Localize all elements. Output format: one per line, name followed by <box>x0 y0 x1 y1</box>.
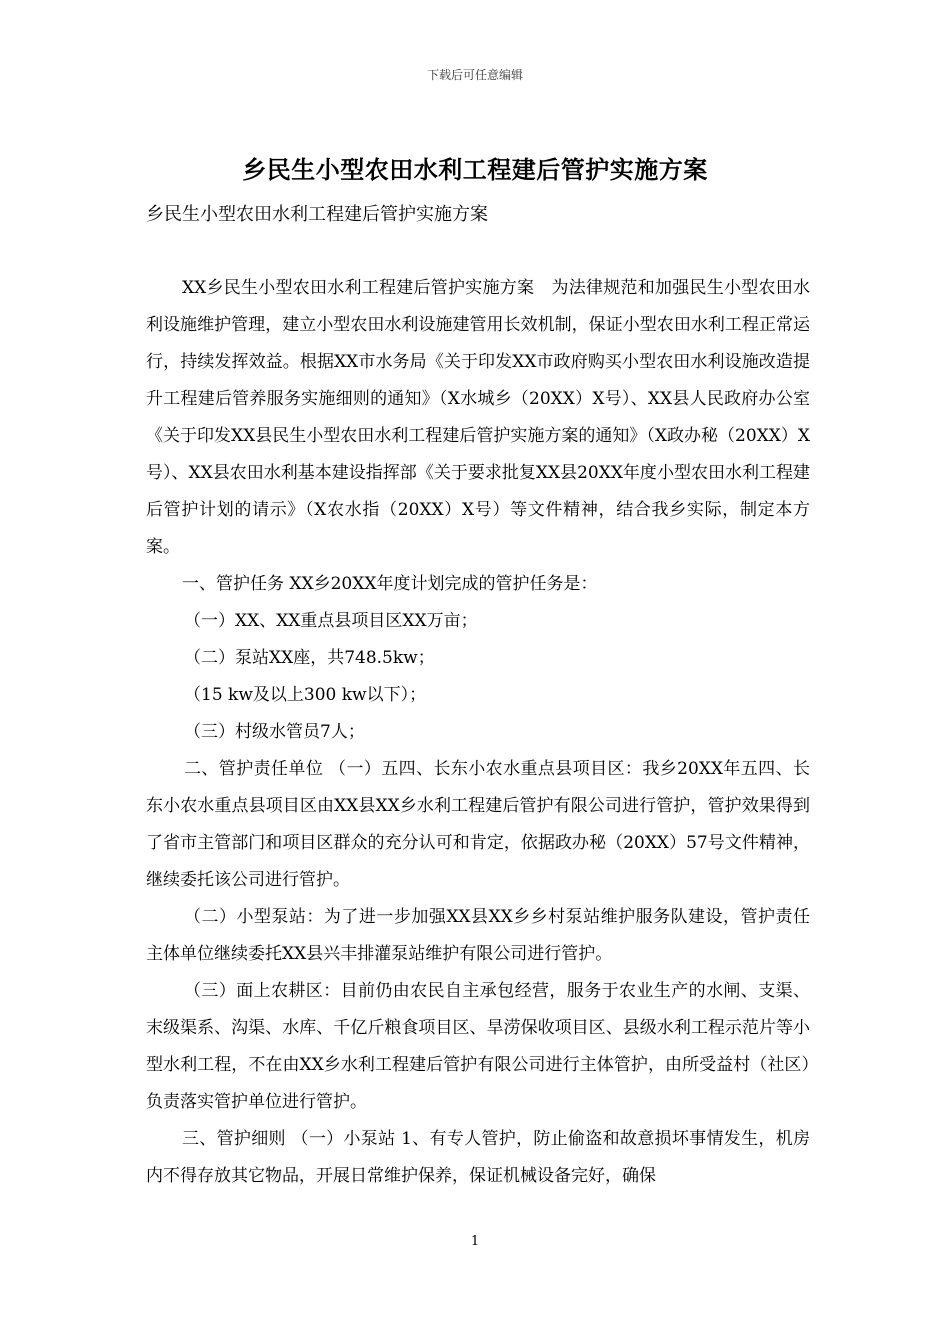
task-item-2: （二）泵站XX座，共748.5kw； <box>184 648 435 668</box>
section-2-item-2: （二）小型泵站：为了进一步加强XX县XX乡乡村泵站维护服务队建设，管护责任主体单位继续委托XX县兴丰排灌泵站维护有限公司进行管护。 <box>146 907 810 964</box>
task-item-1: （一）XX、XX重点县项目区XX万亩； <box>184 611 478 631</box>
section-2-paragraph: 二、管护责任单位 （一）五四、长东小农水重点县项目区：我乡20XX年五四、长东小农水重点县项目区由XX县XX乡水利工程建后管护有限公司进行管护，管护效果得到了省市主管部门和项目区群众的充分认可和肯定，依据政办秘（20XX）57号文件精神，继续委托该公司进行管护。 <box>146 759 810 890</box>
page-number: 1 <box>470 1234 480 1249</box>
task-item-3: （三）村级水管员7人； <box>184 722 365 742</box>
section-3-paragraph: 三、管护细则 （一）小泵站 1、有专人管护，防止偷盗和故意损坏事情发生，机房内不得存放其它物品，开展日常维护保养，保证机械设备完好，确保 <box>146 1129 810 1186</box>
task-item-2-note: （15 kw及以上300 kw以下）； <box>184 685 427 705</box>
section-2-item-3: （三）面上农耕区：目前仍由农民自主承包经营，服务于农业生产的水闸、支渠、末级渠系、沟渠、水库、千亿斤粮食项目区、旱涝保收项目区、县级水利工程示范片等小型水利工程，不在由XX乡水利工程建后管护有限公司进行主体管护，由所受益村（社区）负责落实管护单位进行管护。 <box>146 981 810 1112</box>
header-note: 下载后可任意编辑 <box>426 68 523 82</box>
document-title: 乡民生小型农田水利工程建后管护实施方案 <box>242 155 708 184</box>
document-subtitle: 乡民生小型农田水利工程建后管护实施方案 <box>146 204 488 225</box>
section-1-heading: 一、管护任务 XX乡20XX年度计划完成的管护任务是： <box>182 574 598 594</box>
document-body <box>146 270 810 1195</box>
intro-paragraph: XX乡民生小型农田水利工程建后管护实施方案 为法律规范和加强民生小型农田水利设施维护管理，建立小型农田水利设施建管用长效机制，保证小型农田水利工程正常运行，持续发挥效益。根据XX市水务局《关于印发XX市政府购买小型农田水利设施改造提升工程建后管养服务实施细则的通知》（X水城乡（20XX）X号）、XX县人民政府办公室《关于印发XX县民生小型农田水利工程建后管护实施方案的通知》（X政办秘（20XX）X号）、XX县农田水利基本建设指挥部《关于要求批复XX县20XX年度小型农田水利工程建后管护计划的请示》（X农水指（20XX）X号）等文件精神，结合我乡实际，制定本方案。 <box>146 278 810 557</box>
